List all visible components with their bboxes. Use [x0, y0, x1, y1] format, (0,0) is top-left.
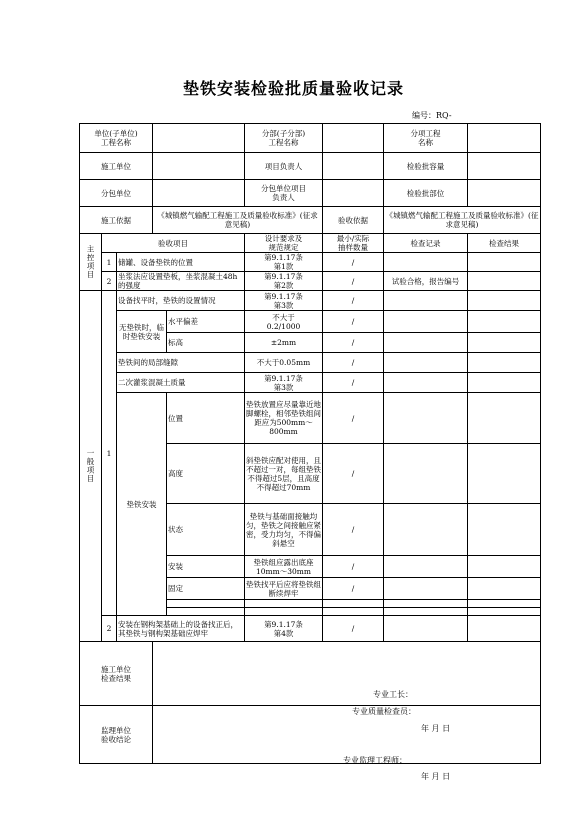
requirement: 垫铁找平后应将垫铁组断续焊牢	[246, 579, 321, 598]
item-text: 设备找平时，垫铁的设置情况	[117, 291, 245, 311]
sample-count[interactable]: /	[323, 353, 384, 373]
construction-check-label: 施工单位 检查结果	[80, 642, 153, 706]
check-record[interactable]	[384, 616, 468, 642]
col-sample-header: 最小/实际 抽样数量	[323, 234, 384, 253]
blank-cell	[245, 600, 323, 608]
table-row	[80, 311, 541, 333]
item-project-name-label: 分项工程 名称	[384, 124, 468, 153]
requirement: 斜垫铁应配对使用，且不超过一对，每组垫铁不得超过5层，且高度不得超过70mm	[245, 444, 323, 504]
acceptance-standard: 《城镇燃气输配工程施工及质量验收标准》(征求意见稿)	[384, 207, 541, 234]
foreman-label: 专业工长：	[373, 689, 413, 699]
check-result[interactable]	[468, 272, 541, 291]
requirement: 第9.1.17条 第3款	[245, 373, 323, 393]
state-label: 状态	[167, 504, 245, 556]
project-leader-value[interactable]	[323, 153, 384, 180]
check-result[interactable]	[468, 578, 541, 600]
batch-capacity-label: 检验批容量	[384, 153, 468, 180]
blank-cell	[384, 608, 468, 616]
construction-unit-value[interactable]	[153, 153, 245, 180]
batch-capacity-value[interactable]	[468, 153, 541, 180]
table-row	[80, 353, 541, 373]
sample-count[interactable]: /	[323, 291, 384, 311]
sample-count[interactable]: /	[323, 504, 384, 556]
table-row	[80, 253, 541, 272]
check-result[interactable]	[468, 444, 541, 504]
install-label: 安装	[167, 556, 245, 578]
general-label: 一般项目	[80, 291, 102, 642]
check-record[interactable]	[384, 578, 468, 600]
check-result[interactable]	[468, 504, 541, 556]
sample-count[interactable]: /	[323, 272, 384, 291]
batch-location-label: 检验批部位	[384, 180, 468, 207]
table-row	[80, 393, 541, 444]
col-requirement-header: 设计要求及 规范规定	[245, 234, 323, 253]
check-result[interactable]	[468, 616, 541, 642]
item-text: 安装在钢构架基础上的设备找正后，其垫铁与钢构架基础应焊牢	[117, 616, 245, 642]
construction-standard: 《城镇燃气输配工程施工及质量验收标准》(征求意见稿)	[153, 207, 323, 234]
subcontract-unit-label: 分包单位	[80, 180, 153, 207]
row-number: 1	[102, 291, 117, 616]
check-result[interactable]	[468, 556, 541, 578]
check-result[interactable]	[468, 373, 541, 393]
pad-install-label: 垫铁安装	[117, 393, 167, 616]
height-label: 高度	[167, 444, 245, 504]
subcontract-leader-value[interactable]	[323, 180, 384, 207]
record-number: 编号：RQ-	[412, 111, 452, 120]
blank-cell	[468, 608, 541, 616]
blank-cell	[384, 600, 468, 608]
construction-check-signatures[interactable]	[153, 642, 541, 733]
no-pad-label: 无垫铁时，临时垫铁安装	[117, 311, 167, 353]
requirement: 垫铁放置应尽量靠近地脚螺栓，相邻垫铁组间距应为500mm～800mm	[245, 393, 323, 444]
project-leader-label: 项目负责人	[245, 153, 323, 180]
col-result-header: 检查结果	[468, 234, 541, 253]
blank-cell	[323, 600, 384, 608]
page-title: 垫铁安装检验批质量验收记录	[182, 79, 404, 98]
row-number: 1	[102, 253, 117, 272]
check-result[interactable]	[468, 291, 541, 311]
check-record[interactable]	[384, 311, 468, 333]
requirement: ±2mm	[245, 333, 323, 353]
sample-count[interactable]: /	[323, 333, 384, 353]
check-result[interactable]	[468, 311, 541, 333]
blank-cell	[323, 608, 384, 616]
table-row	[80, 616, 541, 642]
check-record[interactable]	[384, 444, 468, 504]
blank-cell	[167, 600, 245, 608]
blank-cell	[245, 608, 323, 616]
sample-count[interactable]: /	[323, 393, 384, 444]
check-record[interactable]	[384, 253, 468, 272]
unit-project-name-label: 单位(子单位) 工程名称	[80, 124, 153, 153]
supervision-signatures[interactable]	[153, 706, 541, 781]
check-record[interactable]	[384, 333, 468, 353]
supervision-label: 监理单位 验收结论	[80, 706, 153, 764]
construction-date: 年 月 日	[421, 723, 451, 733]
check-record[interactable]	[384, 504, 468, 556]
check-result[interactable]	[468, 353, 541, 373]
table-row	[80, 272, 541, 291]
item-project-name-value[interactable]	[468, 124, 541, 153]
position-label: 位置	[167, 393, 245, 444]
requirement: 第9.1.17条 第2款	[245, 272, 323, 291]
sample-count[interactable]: /	[323, 556, 384, 578]
requirement: 第9.1.17条 第4款	[245, 616, 323, 642]
check-record[interactable]	[384, 373, 468, 393]
check-record[interactable]	[384, 393, 468, 444]
acceptance-basis-label: 验收依据	[323, 207, 384, 234]
construction-unit-label: 施工单位	[80, 153, 153, 180]
row-number: 2	[102, 616, 117, 642]
table-row	[80, 291, 541, 311]
check-record[interactable]	[384, 291, 468, 311]
subcontract-unit-value[interactable]	[153, 180, 245, 207]
requirement: 垫铁组应露出底座10mm～30mm	[245, 556, 323, 578]
sub-project-name-value[interactable]	[323, 124, 384, 153]
sample-count[interactable]: /	[323, 373, 384, 393]
item-text: 垫铁间的局部缝隙	[117, 353, 245, 373]
check-result[interactable]	[468, 333, 541, 353]
requirement: 垫铁与基础面接触均匀，垫铁之间接触应紧密，受力均匀，不得偏斜悬空	[245, 504, 323, 556]
item-text: 坐浆法应设置垫板，坐浆混凝土48h的强度	[117, 272, 245, 291]
subcontract-leader-label: 分包单位项目 负责人	[245, 180, 323, 207]
main-control-label: 主控项目	[80, 234, 102, 291]
supervision-date: 年 月 日	[421, 771, 451, 781]
item-text: 储罐、设备垫铁的位置	[117, 253, 245, 272]
check-record[interactable]	[384, 353, 468, 373]
requirement: 第9.1.17条 第1款	[245, 253, 323, 272]
sample-count[interactable]: /	[323, 253, 384, 272]
table-row	[80, 373, 541, 393]
elevation-label: 标高	[167, 333, 245, 353]
fixed-label: 固定	[167, 578, 245, 600]
blank-cell	[468, 600, 541, 608]
sample-count[interactable]: /	[323, 444, 384, 504]
col-item-header: 验收项目	[102, 234, 245, 253]
row-number: 2	[102, 272, 117, 291]
quality-inspector-label: 专业质量检查员：	[352, 706, 416, 716]
sample-count[interactable]: /	[323, 616, 384, 642]
blank-cell	[167, 608, 245, 616]
check-record[interactable]: 试验合格，报告编号	[384, 272, 468, 291]
item-text: 二次灌浆混凝土质量	[117, 373, 245, 393]
unit-project-name-value[interactable]	[153, 124, 245, 153]
inspection-form	[79, 123, 541, 781]
requirement: 不大于0.05mm	[245, 353, 323, 373]
check-record[interactable]	[384, 556, 468, 578]
sub-project-name-label: 分部(子分部) 工程名称	[245, 124, 323, 153]
batch-location-value[interactable]	[468, 180, 541, 207]
check-result[interactable]	[468, 393, 541, 444]
sample-count[interactable]: /	[323, 311, 384, 333]
sample-count[interactable]: /	[323, 578, 384, 600]
requirement: 第9.1.17条 第3款	[245, 291, 323, 311]
requirement: 不大于 0.2/1000	[245, 311, 323, 333]
col-record-header: 检查记录	[384, 234, 468, 253]
construction-basis-label: 施工依据	[80, 207, 153, 234]
check-result[interactable]	[468, 253, 541, 272]
supervision-engineer-label: 专业监理工程师：	[343, 755, 407, 765]
level-deviation-label: 水平偏差	[167, 311, 245, 333]
